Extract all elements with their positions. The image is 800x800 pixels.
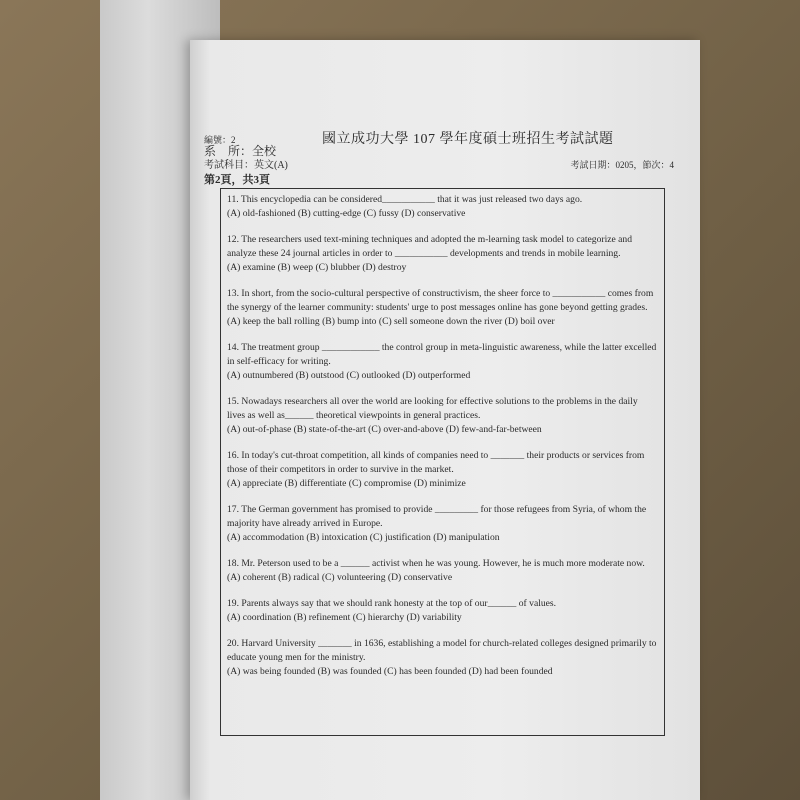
question-text: 12. The researchers used text-mining techniques and adopted the m-learning task model to categorize and analyze these 24 journal articles in order to ___________ developments and trends in mobile learning. (227, 234, 633, 259)
question-options: (A) examine (B) weep (C) blubber (D) destroy (227, 262, 407, 273)
exam-code: 編號：2 (204, 135, 236, 145)
question-19 (227, 597, 658, 625)
question-box (220, 188, 665, 736)
question-options: (A) old-fashioned (B) cutting-edge (C) fussy (D) conservative (227, 208, 466, 219)
question-options: (A) coherent (B) radical (C) volunteering (D) conservative (227, 572, 453, 583)
question-options: (A) coordination (B) refinement (C) hierarchy (D) variability (227, 612, 462, 623)
question-text: 20. Harvard University _______ in 1636, establishing a model for church-related colleges designed primarily to educate young men for the ministry. (227, 638, 657, 663)
question-11 (227, 193, 658, 221)
question-text: 11. This encyclopedia can be considered___________ that it was just released two days ago. (227, 194, 583, 205)
question-text: 18. Mr. Peterson used to be a ______ activist when he was young. However, he is much more moderate now. (227, 558, 645, 569)
question-options: (A) was being founded (B) was founded (C) has been founded (D) had been founded (227, 666, 553, 677)
exam-subject: 考試科目：英文(A) (204, 160, 288, 171)
question-text: 13. In short, from the socio-cultural perspective of constructivism, the sheer force to ___________ comes from the synergy of the learner community: students' urge to post messages online has gone beyond getting grades. (227, 288, 654, 313)
question-options: (A) accommodation (B) intoxication (C) justification (D) manipulation (227, 532, 500, 543)
department: 系 所：全校 (204, 144, 277, 158)
question-text: 15. Nowadays researchers all over the world are looking for effective solutions to the problems in the daily lives as well as______ theoretical viewpoints in general practices. (227, 396, 638, 421)
question-text: 19. Parents always say that we should rank honesty at the top of our______ of values. (227, 598, 557, 609)
question-options: (A) outnumbered (B) outstood (C) outlooked (D) outperformed (227, 370, 471, 381)
exam-header (204, 128, 674, 187)
question-12 (227, 233, 658, 275)
question-options: (A) keep the ball rolling (B) bump into (C) sell someone down the river (D) boil over (227, 316, 555, 327)
question-14 (227, 341, 658, 383)
question-options: (A) appreciate (B) differentiate (C) compromise (D) minimize (227, 478, 466, 489)
question-options: (A) out-of-phase (B) state-of-the-art (C) over-and-above (D) few-and-far-between (227, 424, 542, 435)
exam-date: 考試日期：0205，節次：4 (570, 160, 674, 170)
question-text: 16. In today's cut-throat competition, all kinds of companies need to _______ their products or services from those of their competitors in order to survive in the market. (227, 450, 645, 475)
question-17 (227, 503, 658, 545)
question-text: 14. The treatment group ____________ the control group in meta-linguistic awareness, while the latter excelled in self-efficacy for writing. (227, 342, 657, 367)
question-15 (227, 395, 658, 437)
question-16 (227, 449, 658, 491)
page-indicator: 第2頁，共3頁 (204, 174, 270, 186)
question-text: 17. The German government has promised to provide _________ for those refugees from Syria, of whom the majority have already arrived in Europe. (227, 504, 647, 529)
question-20 (227, 637, 658, 679)
question-18 (227, 557, 658, 585)
exam-title: 國立成功大學 107 學年度碩士班招生考試試題 (322, 132, 614, 147)
question-13 (227, 287, 658, 329)
